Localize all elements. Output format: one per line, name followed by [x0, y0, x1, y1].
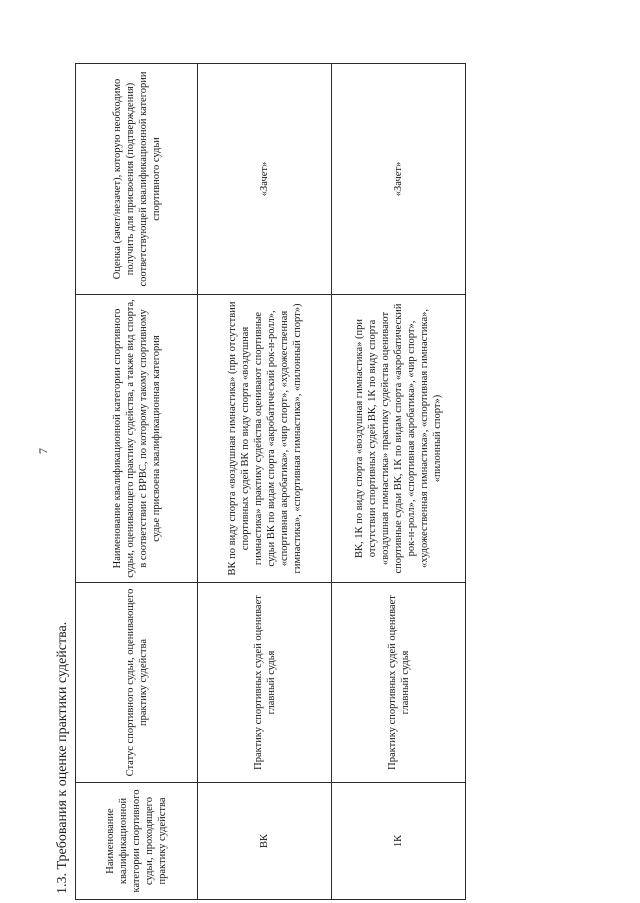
header-category: Наименование квалификационной категории спортивного судьи, проходящего практику судейства: [76, 783, 198, 900]
cell-category: 1К: [332, 783, 466, 900]
header-status: Статус спортивного судьи, оценивающего практику судейства: [76, 583, 198, 783]
cell-evaluator: ВК по виду спорта «воздушная гимнастика» (при отсутствии спортивных судей ВК по виду спорта «воздушная гимнастика» практику судейства оценивают спортивные судьи ВК по видам спорта «акробатический рок-н-ролл», «спортивная акробатика», «чир спорт», «художественная гимнастика», «спортивная гимнастика», «пилонный спорт»): [198, 295, 332, 583]
table-row: [198, 64, 332, 900]
page-number: 7: [36, 448, 50, 454]
cell-status: Практику спортивных судей оценивает главный судья: [198, 583, 332, 783]
cell-evaluator: ВК, 1К по виду спорта «воздушная гимнастика» (при отсутствии спортивных судей ВК, 1К по виду спорта «воздушная гимнастика» практику судейства оценивают спортивные судьи ВК, 1К по видам спорта «акробатический рок-н-ролл», «спортивная акробатика», «чир спорт», «художественная гимнастика», «спортивная гимнастика», «пилонный спорт»): [332, 295, 466, 583]
rotated-page-content: [52, 40, 462, 900]
section-heading: 1.3. Требования к оценке практики судейства.: [55, 621, 70, 894]
header-evaluator: Наименование квалификационной категории спортивного судьи, оценивающего практику судейства, а также вид спорта, в соответствии с ВРВС, по которому такому спортивному судье присвоена квалификационная категория: [76, 295, 198, 583]
judging-practice-table: [75, 63, 466, 900]
table-header-row: [76, 64, 198, 900]
cell-category: ВК: [198, 783, 332, 900]
table-row: [332, 64, 466, 900]
cell-status: Практику спортивных судей оценивает главный судья: [332, 583, 466, 783]
cell-result: «Зачет»: [198, 64, 332, 295]
cell-result: «Зачет»: [332, 64, 466, 295]
header-result: Оценка (зачет/незачет), которую необходимо получить для присвоения (подтверждения) соответствующей квалификационной категории спортивного судьи: [76, 64, 198, 295]
